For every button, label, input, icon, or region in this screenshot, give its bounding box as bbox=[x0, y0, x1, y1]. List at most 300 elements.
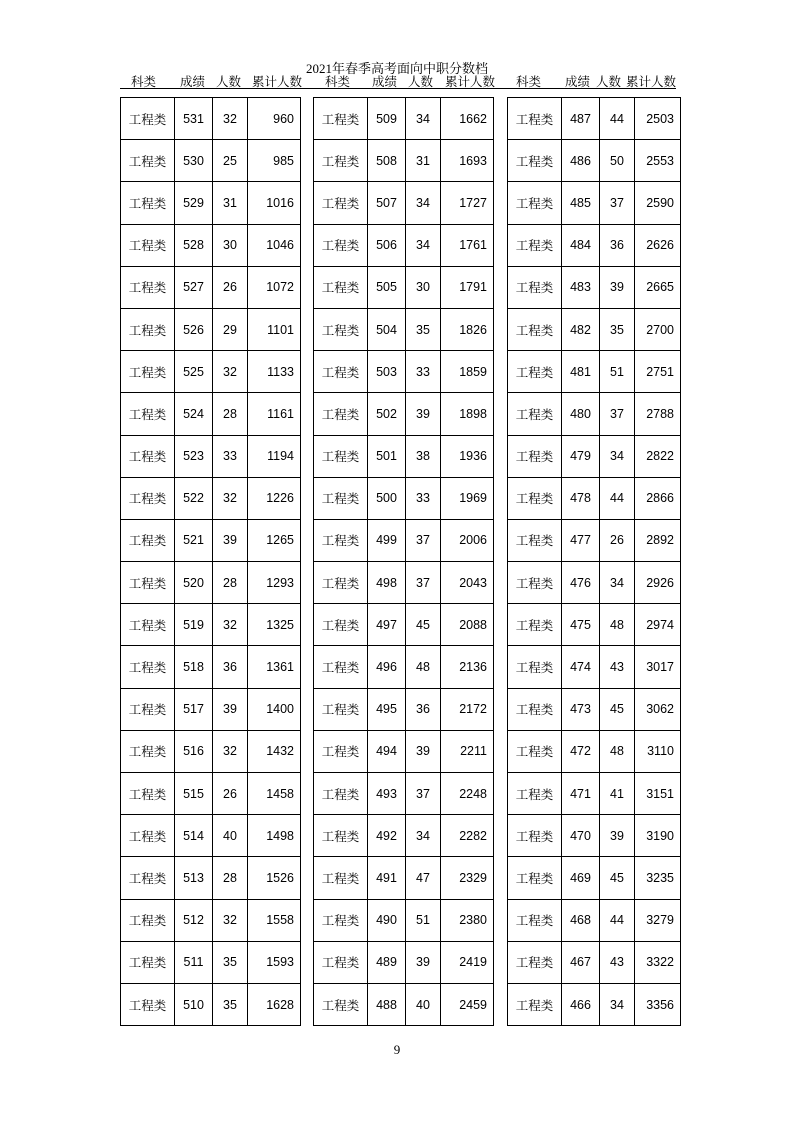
score-cell: 524 bbox=[175, 393, 213, 435]
score-cell: 475 bbox=[562, 604, 600, 646]
score-cell: 488 bbox=[368, 983, 406, 1025]
subject-cell: 工程类 bbox=[121, 224, 175, 266]
score-cell: 514 bbox=[175, 815, 213, 857]
cumulative-cell: 2248 bbox=[441, 773, 494, 815]
subject-cell: 工程类 bbox=[121, 182, 175, 224]
subject-cell: 工程类 bbox=[121, 140, 175, 182]
cumulative-cell: 1969 bbox=[441, 477, 494, 519]
score-cell: 473 bbox=[562, 688, 600, 730]
count-cell: 37 bbox=[406, 519, 441, 561]
score-cell: 511 bbox=[175, 941, 213, 983]
cumulative-cell: 3190 bbox=[635, 815, 681, 857]
subject-cell: 工程类 bbox=[508, 899, 562, 941]
count-cell: 47 bbox=[406, 857, 441, 899]
header-score: 成绩 bbox=[372, 75, 398, 89]
table-row bbox=[508, 435, 681, 477]
table-row bbox=[314, 351, 494, 393]
score-cell: 531 bbox=[175, 98, 213, 140]
score-table-1 bbox=[120, 97, 301, 1026]
count-cell: 38 bbox=[406, 435, 441, 477]
table-row bbox=[508, 182, 681, 224]
cumulative-cell: 2665 bbox=[635, 266, 681, 308]
score-cell: 510 bbox=[175, 983, 213, 1025]
table-row bbox=[121, 688, 301, 730]
count-cell: 39 bbox=[600, 266, 635, 308]
subject-cell: 工程类 bbox=[508, 393, 562, 435]
subject-cell: 工程类 bbox=[314, 435, 368, 477]
score-cell: 487 bbox=[562, 98, 600, 140]
table-row bbox=[314, 308, 494, 350]
score-cell: 480 bbox=[562, 393, 600, 435]
table-row bbox=[314, 899, 494, 941]
cumulative-cell: 1791 bbox=[441, 266, 494, 308]
score-cell: 493 bbox=[368, 773, 406, 815]
table-row bbox=[121, 182, 301, 224]
subject-cell: 工程类 bbox=[121, 899, 175, 941]
subject-cell: 工程类 bbox=[508, 941, 562, 983]
score-cell: 472 bbox=[562, 730, 600, 772]
count-cell: 34 bbox=[406, 224, 441, 266]
table-row bbox=[121, 604, 301, 646]
count-cell: 34 bbox=[406, 98, 441, 140]
score-cell: 471 bbox=[562, 773, 600, 815]
count-cell: 51 bbox=[406, 899, 441, 941]
count-cell: 31 bbox=[213, 182, 248, 224]
score-cell: 502 bbox=[368, 393, 406, 435]
subject-cell: 工程类 bbox=[121, 730, 175, 772]
cumulative-cell: 2700 bbox=[635, 308, 681, 350]
cumulative-cell: 1593 bbox=[248, 941, 301, 983]
subject-cell: 工程类 bbox=[121, 604, 175, 646]
count-cell: 34 bbox=[600, 562, 635, 604]
score-cell: 496 bbox=[368, 646, 406, 688]
table-row bbox=[508, 983, 681, 1025]
subject-cell: 工程类 bbox=[508, 308, 562, 350]
count-cell: 36 bbox=[406, 688, 441, 730]
score-cell: 495 bbox=[368, 688, 406, 730]
subject-cell: 工程类 bbox=[121, 815, 175, 857]
table-row bbox=[508, 773, 681, 815]
table-row bbox=[121, 308, 301, 350]
subject-cell: 工程类 bbox=[314, 646, 368, 688]
subject-cell: 工程类 bbox=[508, 730, 562, 772]
table-row bbox=[121, 857, 301, 899]
header-subject: 科类 bbox=[131, 75, 157, 89]
score-cell: 486 bbox=[562, 140, 600, 182]
table-row bbox=[508, 730, 681, 772]
cumulative-cell: 2211 bbox=[441, 730, 494, 772]
table-row bbox=[508, 393, 681, 435]
table-row bbox=[314, 393, 494, 435]
subject-cell: 工程类 bbox=[508, 519, 562, 561]
table-row bbox=[314, 182, 494, 224]
cumulative-cell: 1432 bbox=[248, 730, 301, 772]
cumulative-cell: 1072 bbox=[248, 266, 301, 308]
table-row bbox=[508, 815, 681, 857]
header-score: 成绩 bbox=[180, 75, 206, 89]
cumulative-cell: 1101 bbox=[248, 308, 301, 350]
score-cell: 498 bbox=[368, 562, 406, 604]
subject-cell: 工程类 bbox=[508, 224, 562, 266]
count-cell: 44 bbox=[600, 899, 635, 941]
score-table-2 bbox=[313, 97, 494, 1026]
count-cell: 29 bbox=[213, 308, 248, 350]
table-row bbox=[121, 477, 301, 519]
cumulative-cell: 1016 bbox=[248, 182, 301, 224]
score-cell: 518 bbox=[175, 646, 213, 688]
cumulative-cell: 1898 bbox=[441, 393, 494, 435]
count-cell: 28 bbox=[213, 562, 248, 604]
score-cell: 525 bbox=[175, 351, 213, 393]
subject-cell: 工程类 bbox=[314, 899, 368, 941]
cumulative-cell: 2380 bbox=[441, 899, 494, 941]
count-cell: 43 bbox=[600, 941, 635, 983]
subject-cell: 工程类 bbox=[508, 562, 562, 604]
count-cell: 33 bbox=[406, 477, 441, 519]
count-cell: 34 bbox=[600, 983, 635, 1025]
table-row bbox=[314, 435, 494, 477]
table-row bbox=[314, 941, 494, 983]
score-cell: 508 bbox=[368, 140, 406, 182]
score-cell: 491 bbox=[368, 857, 406, 899]
header-score: 成绩 bbox=[565, 75, 591, 89]
subject-cell: 工程类 bbox=[314, 182, 368, 224]
subject-cell: 工程类 bbox=[121, 393, 175, 435]
table-row bbox=[314, 646, 494, 688]
subject-cell: 工程类 bbox=[314, 941, 368, 983]
subject-cell: 工程类 bbox=[121, 477, 175, 519]
count-cell: 34 bbox=[406, 182, 441, 224]
count-cell: 25 bbox=[213, 140, 248, 182]
table-row bbox=[121, 773, 301, 815]
subject-cell: 工程类 bbox=[508, 857, 562, 899]
subject-cell: 工程类 bbox=[314, 98, 368, 140]
count-cell: 45 bbox=[406, 604, 441, 646]
cumulative-cell: 2590 bbox=[635, 182, 681, 224]
cumulative-cell: 1662 bbox=[441, 98, 494, 140]
score-cell: 507 bbox=[368, 182, 406, 224]
table-row bbox=[314, 140, 494, 182]
subject-cell: 工程类 bbox=[508, 351, 562, 393]
table-row bbox=[314, 98, 494, 140]
subject-cell: 工程类 bbox=[121, 688, 175, 730]
cumulative-cell: 985 bbox=[248, 140, 301, 182]
cumulative-cell: 2136 bbox=[441, 646, 494, 688]
table-row bbox=[508, 899, 681, 941]
subject-cell: 工程类 bbox=[508, 182, 562, 224]
count-cell: 32 bbox=[213, 477, 248, 519]
count-cell: 30 bbox=[406, 266, 441, 308]
table-row bbox=[121, 562, 301, 604]
header-cumulative: 累计人数 bbox=[626, 75, 677, 89]
cumulative-cell: 3279 bbox=[635, 899, 681, 941]
subject-cell: 工程类 bbox=[121, 941, 175, 983]
cumulative-cell: 1133 bbox=[248, 351, 301, 393]
table-row bbox=[508, 351, 681, 393]
table-row bbox=[508, 688, 681, 730]
subject-cell: 工程类 bbox=[508, 688, 562, 730]
page-number: 9 bbox=[393, 1042, 401, 1057]
score-cell: 512 bbox=[175, 899, 213, 941]
score-cell: 522 bbox=[175, 477, 213, 519]
subject-cell: 工程类 bbox=[508, 815, 562, 857]
table-row bbox=[314, 224, 494, 266]
header-count: 人数 bbox=[408, 75, 434, 89]
header-cumulative: 累计人数 bbox=[252, 75, 303, 89]
score-cell: 482 bbox=[562, 308, 600, 350]
score-cell: 501 bbox=[368, 435, 406, 477]
table-row bbox=[508, 646, 681, 688]
count-cell: 39 bbox=[213, 688, 248, 730]
table-row bbox=[121, 266, 301, 308]
score-cell: 519 bbox=[175, 604, 213, 646]
table-row bbox=[508, 266, 681, 308]
subject-cell: 工程类 bbox=[508, 98, 562, 140]
count-cell: 51 bbox=[600, 351, 635, 393]
score-cell: 476 bbox=[562, 562, 600, 604]
score-cell: 521 bbox=[175, 519, 213, 561]
table-row bbox=[508, 941, 681, 983]
count-cell: 40 bbox=[213, 815, 248, 857]
score-cell: 483 bbox=[562, 266, 600, 308]
subject-cell: 工程类 bbox=[314, 224, 368, 266]
score-cell: 485 bbox=[562, 182, 600, 224]
subject-cell: 工程类 bbox=[121, 983, 175, 1025]
header-rule bbox=[120, 88, 676, 89]
score-cell: 530 bbox=[175, 140, 213, 182]
table-row bbox=[121, 98, 301, 140]
score-cell: 469 bbox=[562, 857, 600, 899]
page-title: 2021年春季高考面向中职分数档 bbox=[305, 61, 488, 76]
cumulative-cell: 1194 bbox=[248, 435, 301, 477]
cumulative-cell: 2329 bbox=[441, 857, 494, 899]
score-cell: 474 bbox=[562, 646, 600, 688]
subject-cell: 工程类 bbox=[314, 519, 368, 561]
cumulative-cell: 2926 bbox=[635, 562, 681, 604]
header-cumulative: 累计人数 bbox=[445, 75, 496, 89]
count-cell: 28 bbox=[213, 857, 248, 899]
count-cell: 39 bbox=[406, 730, 441, 772]
cumulative-cell: 2788 bbox=[635, 393, 681, 435]
header-count: 人数 bbox=[596, 75, 622, 89]
table-row bbox=[121, 435, 301, 477]
score-cell: 529 bbox=[175, 182, 213, 224]
score-cell: 509 bbox=[368, 98, 406, 140]
table-row bbox=[121, 815, 301, 857]
subject-cell: 工程类 bbox=[314, 857, 368, 899]
subject-cell: 工程类 bbox=[121, 857, 175, 899]
count-cell: 43 bbox=[600, 646, 635, 688]
count-cell: 36 bbox=[600, 224, 635, 266]
count-cell: 50 bbox=[600, 140, 635, 182]
count-cell: 37 bbox=[600, 393, 635, 435]
score-cell: 505 bbox=[368, 266, 406, 308]
score-cell: 494 bbox=[368, 730, 406, 772]
count-cell: 32 bbox=[213, 351, 248, 393]
count-cell: 39 bbox=[600, 815, 635, 857]
score-cell: 520 bbox=[175, 562, 213, 604]
count-cell: 45 bbox=[600, 688, 635, 730]
count-cell: 45 bbox=[600, 857, 635, 899]
cumulative-cell: 2419 bbox=[441, 941, 494, 983]
table-row bbox=[508, 604, 681, 646]
cumulative-cell: 3235 bbox=[635, 857, 681, 899]
count-cell: 35 bbox=[406, 308, 441, 350]
count-cell: 35 bbox=[600, 308, 635, 350]
cumulative-cell: 1628 bbox=[248, 983, 301, 1025]
subject-cell: 工程类 bbox=[121, 351, 175, 393]
cumulative-cell: 2006 bbox=[441, 519, 494, 561]
count-cell: 41 bbox=[600, 773, 635, 815]
count-cell: 37 bbox=[406, 562, 441, 604]
table-row bbox=[508, 140, 681, 182]
cumulative-cell: 2088 bbox=[441, 604, 494, 646]
table-row bbox=[121, 730, 301, 772]
count-cell: 39 bbox=[213, 519, 248, 561]
table-row bbox=[508, 98, 681, 140]
count-cell: 33 bbox=[213, 435, 248, 477]
score-cell: 504 bbox=[368, 308, 406, 350]
score-cell: 479 bbox=[562, 435, 600, 477]
score-cell: 467 bbox=[562, 941, 600, 983]
score-cell: 526 bbox=[175, 308, 213, 350]
table-row bbox=[508, 519, 681, 561]
count-cell: 26 bbox=[600, 519, 635, 561]
score-cell: 481 bbox=[562, 351, 600, 393]
table-row bbox=[121, 899, 301, 941]
score-cell: 468 bbox=[562, 899, 600, 941]
subject-cell: 工程类 bbox=[314, 730, 368, 772]
table-row bbox=[508, 562, 681, 604]
count-cell: 33 bbox=[406, 351, 441, 393]
cumulative-cell: 3356 bbox=[635, 983, 681, 1025]
count-cell: 35 bbox=[213, 941, 248, 983]
score-cell: 489 bbox=[368, 941, 406, 983]
header-subject: 科类 bbox=[516, 75, 542, 89]
subject-cell: 工程类 bbox=[314, 266, 368, 308]
count-cell: 34 bbox=[406, 815, 441, 857]
score-cell: 523 bbox=[175, 435, 213, 477]
subject-cell: 工程类 bbox=[314, 308, 368, 350]
score-cell: 515 bbox=[175, 773, 213, 815]
score-cell: 466 bbox=[562, 983, 600, 1025]
score-cell: 513 bbox=[175, 857, 213, 899]
table-row bbox=[121, 519, 301, 561]
header-count: 人数 bbox=[216, 75, 242, 89]
subject-cell: 工程类 bbox=[314, 815, 368, 857]
cumulative-cell: 1526 bbox=[248, 857, 301, 899]
count-cell: 35 bbox=[213, 983, 248, 1025]
table-row bbox=[121, 224, 301, 266]
subject-cell: 工程类 bbox=[314, 477, 368, 519]
score-cell: 497 bbox=[368, 604, 406, 646]
subject-cell: 工程类 bbox=[314, 773, 368, 815]
cumulative-cell: 2892 bbox=[635, 519, 681, 561]
cumulative-cell: 2866 bbox=[635, 477, 681, 519]
cumulative-cell: 1859 bbox=[441, 351, 494, 393]
subject-cell: 工程类 bbox=[121, 266, 175, 308]
count-cell: 32 bbox=[213, 604, 248, 646]
table-row bbox=[508, 308, 681, 350]
table-row bbox=[314, 688, 494, 730]
count-cell: 32 bbox=[213, 899, 248, 941]
score-cell: 499 bbox=[368, 519, 406, 561]
count-cell: 34 bbox=[600, 435, 635, 477]
subject-cell: 工程类 bbox=[508, 983, 562, 1025]
score-cell: 477 bbox=[562, 519, 600, 561]
subject-cell: 工程类 bbox=[508, 140, 562, 182]
subject-cell: 工程类 bbox=[314, 393, 368, 435]
count-cell: 37 bbox=[600, 182, 635, 224]
subject-cell: 工程类 bbox=[121, 98, 175, 140]
count-cell: 39 bbox=[406, 393, 441, 435]
score-cell: 503 bbox=[368, 351, 406, 393]
score-cell: 506 bbox=[368, 224, 406, 266]
header-subject: 科类 bbox=[325, 75, 351, 89]
table-row bbox=[314, 477, 494, 519]
count-cell: 48 bbox=[600, 730, 635, 772]
table-row bbox=[121, 646, 301, 688]
cumulative-cell: 2282 bbox=[441, 815, 494, 857]
subject-cell: 工程类 bbox=[508, 266, 562, 308]
cumulative-cell: 1458 bbox=[248, 773, 301, 815]
score-cell: 528 bbox=[175, 224, 213, 266]
count-cell: 44 bbox=[600, 477, 635, 519]
cumulative-cell: 1498 bbox=[248, 815, 301, 857]
subject-cell: 工程类 bbox=[314, 140, 368, 182]
subject-cell: 工程类 bbox=[121, 562, 175, 604]
table-row bbox=[121, 983, 301, 1025]
subject-cell: 工程类 bbox=[314, 351, 368, 393]
cumulative-cell: 1400 bbox=[248, 688, 301, 730]
score-cell: 527 bbox=[175, 266, 213, 308]
count-cell: 39 bbox=[406, 941, 441, 983]
cumulative-cell: 1727 bbox=[441, 182, 494, 224]
cumulative-cell: 1826 bbox=[441, 308, 494, 350]
subject-cell: 工程类 bbox=[314, 983, 368, 1025]
table-row bbox=[314, 562, 494, 604]
subject-cell: 工程类 bbox=[121, 519, 175, 561]
cumulative-cell: 1558 bbox=[248, 899, 301, 941]
subject-cell: 工程类 bbox=[314, 688, 368, 730]
subject-cell: 工程类 bbox=[121, 435, 175, 477]
table-row bbox=[121, 351, 301, 393]
subject-cell: 工程类 bbox=[314, 562, 368, 604]
count-cell: 36 bbox=[213, 646, 248, 688]
cumulative-cell: 2822 bbox=[635, 435, 681, 477]
score-table-3 bbox=[507, 97, 681, 1026]
count-cell: 28 bbox=[213, 393, 248, 435]
table-row bbox=[508, 224, 681, 266]
cumulative-cell: 2172 bbox=[441, 688, 494, 730]
count-cell: 32 bbox=[213, 730, 248, 772]
subject-cell: 工程类 bbox=[508, 604, 562, 646]
subject-cell: 工程类 bbox=[314, 604, 368, 646]
subject-cell: 工程类 bbox=[508, 435, 562, 477]
subject-cell: 工程类 bbox=[508, 477, 562, 519]
table-row bbox=[508, 857, 681, 899]
count-cell: 48 bbox=[600, 604, 635, 646]
count-cell: 40 bbox=[406, 983, 441, 1025]
cumulative-cell: 3017 bbox=[635, 646, 681, 688]
table-row bbox=[314, 815, 494, 857]
cumulative-cell: 2974 bbox=[635, 604, 681, 646]
cumulative-cell: 1325 bbox=[248, 604, 301, 646]
cumulative-cell: 3322 bbox=[635, 941, 681, 983]
score-cell: 478 bbox=[562, 477, 600, 519]
table-row bbox=[314, 857, 494, 899]
count-cell: 26 bbox=[213, 266, 248, 308]
